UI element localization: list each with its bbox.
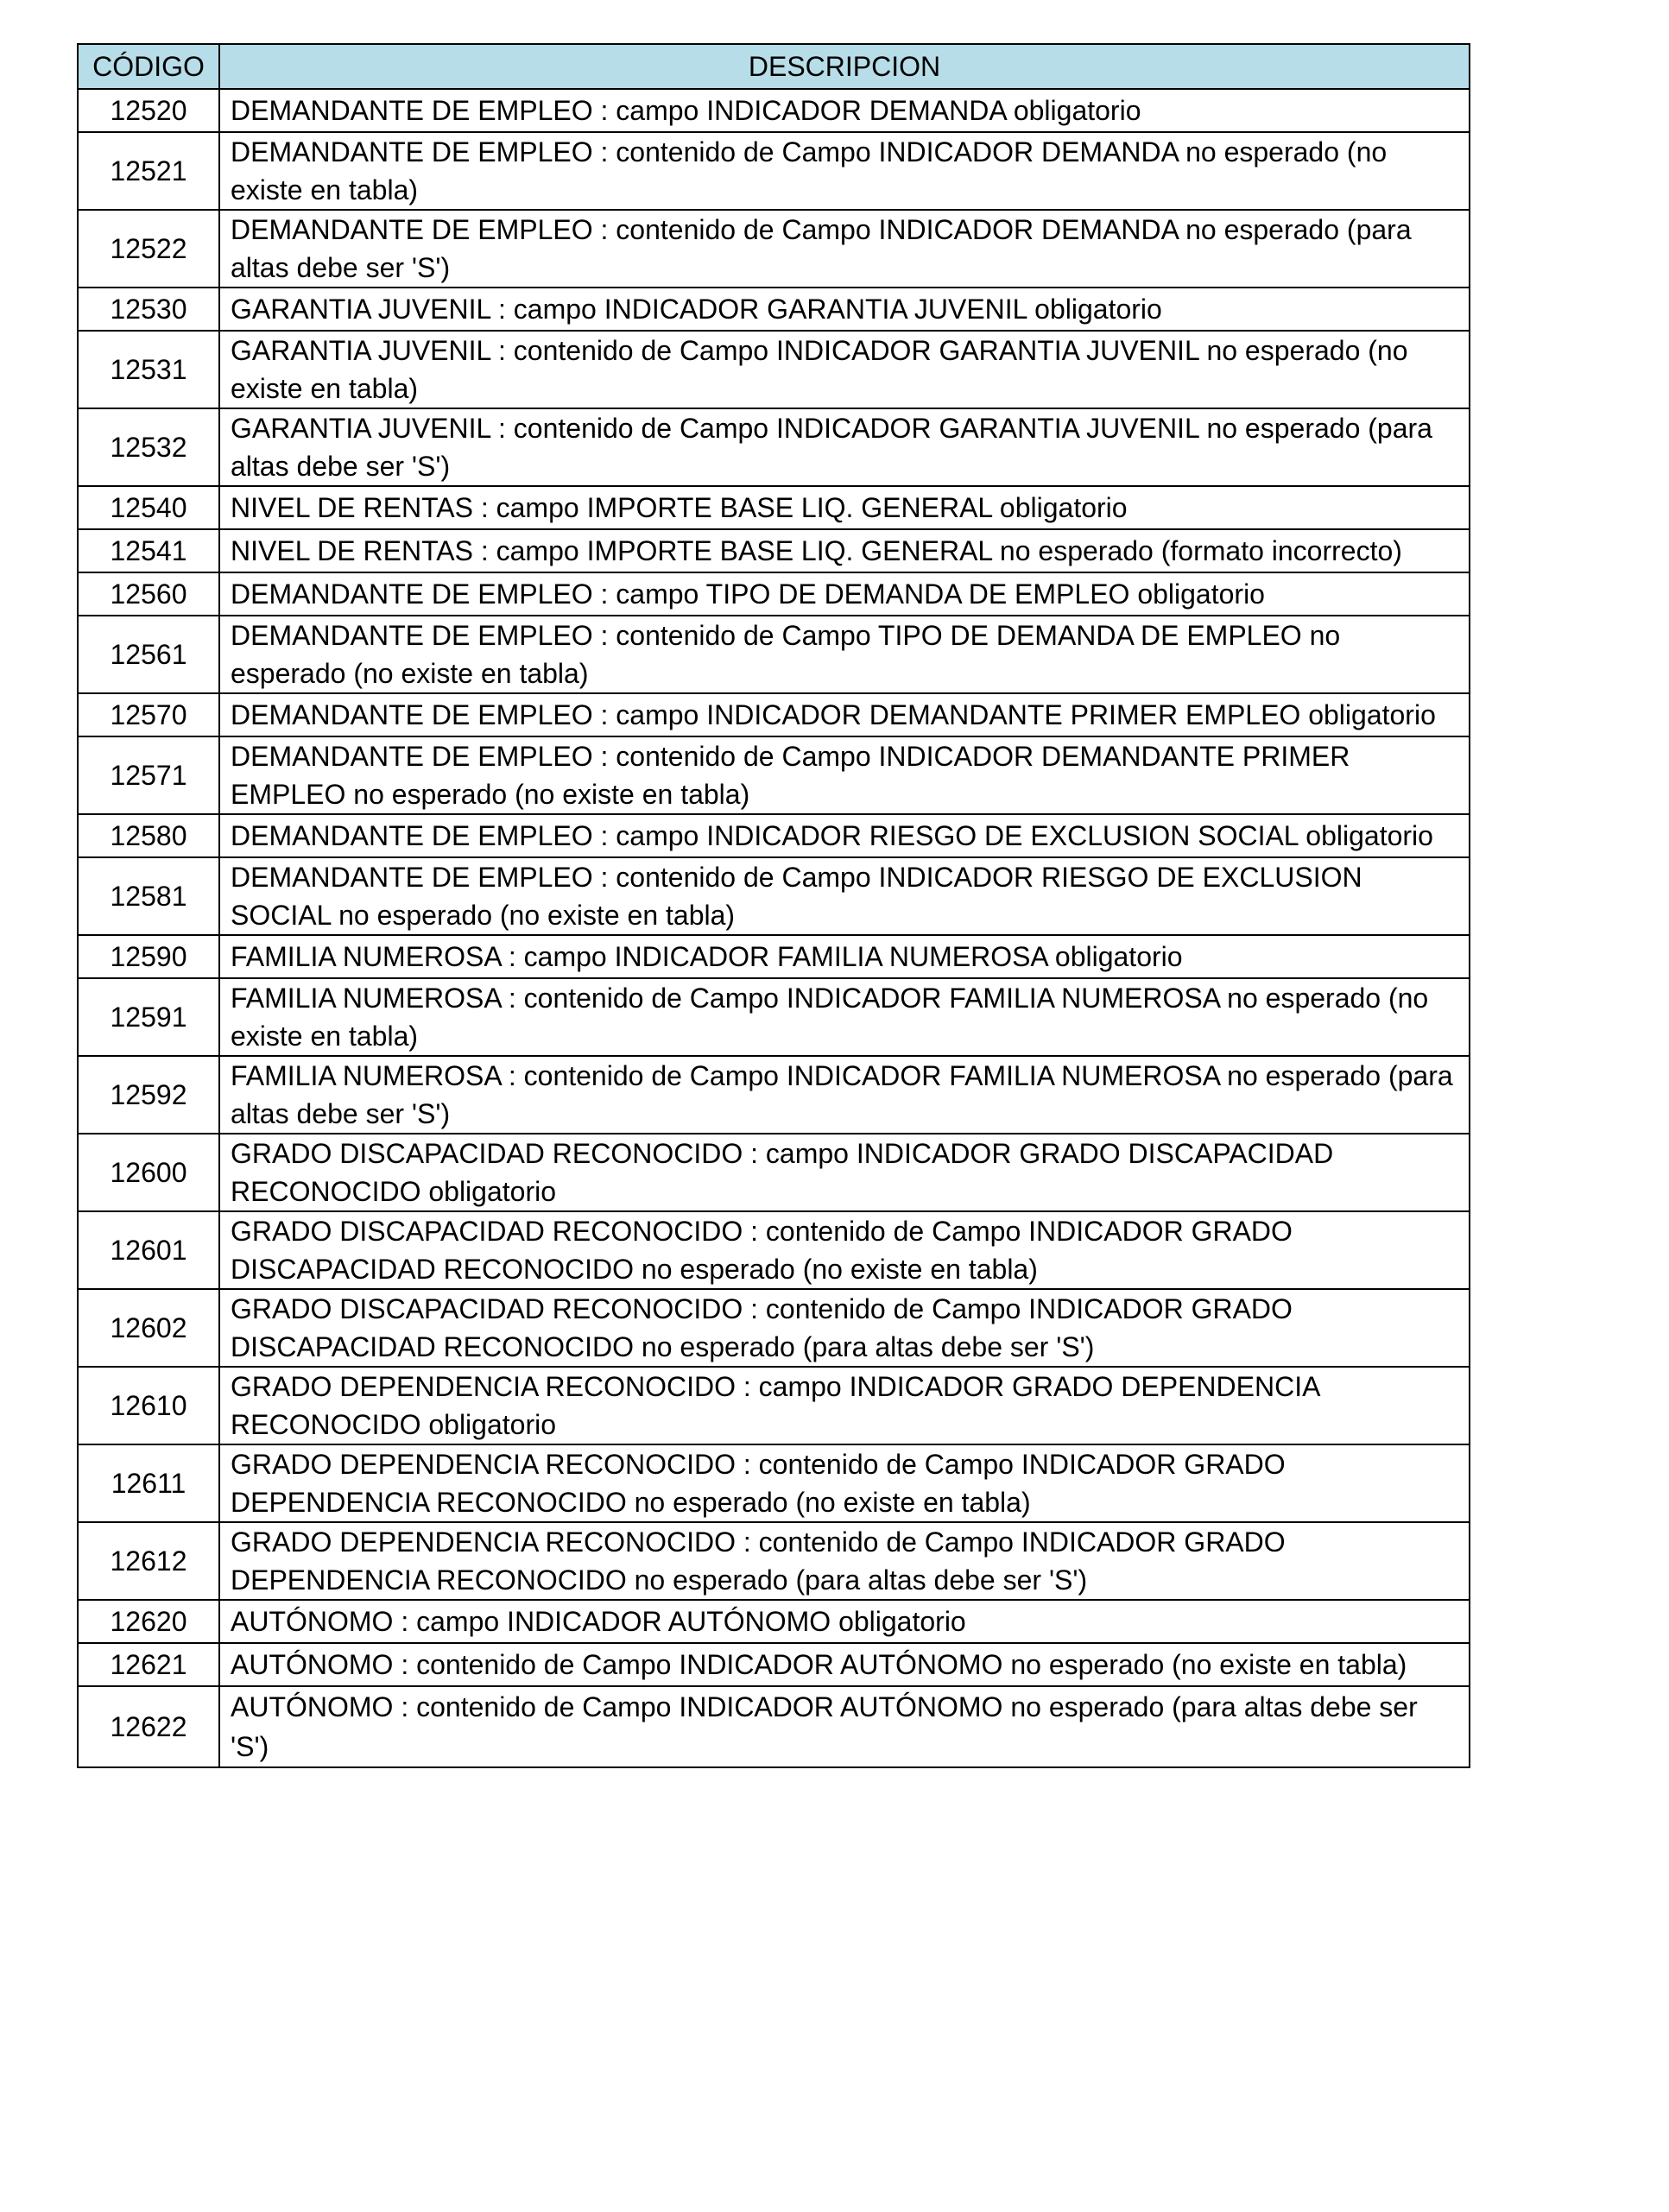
row-description: DEMANDANTE DE EMPLEO : contenido de Campo INDICADOR DEMANDA no esperado (no existe en tabla)	[219, 132, 1470, 210]
row-description: DEMANDANTE DE EMPLEO : contenido de Campo TIPO DE DEMANDA DE EMPLEO no esperado (no existe en tabla)	[219, 616, 1470, 693]
row-description: AUTÓNOMO : contenido de Campo INDICADOR AUTÓNOMO no esperado (no existe en tabla)	[219, 1643, 1470, 1686]
row-code: 12601	[78, 1211, 219, 1289]
table-row	[78, 210, 1470, 288]
row-code: 12532	[78, 408, 219, 486]
table-body	[78, 89, 1470, 1767]
table-row	[78, 1522, 1470, 1600]
row-description: GRADO DISCAPACIDAD RECONOCIDO : contenido de Campo INDICADOR GRADO DISCAPACIDAD RECONOCIDO no esperado (no existe en tabla)	[219, 1211, 1470, 1289]
row-description: NIVEL DE RENTAS : campo IMPORTE BASE LIQ. GENERAL obligatorio	[219, 486, 1470, 529]
row-code: 12540	[78, 486, 219, 529]
table-row	[78, 486, 1470, 529]
row-code: 12610	[78, 1367, 219, 1444]
row-description: DEMANDANTE DE EMPLEO : contenido de Campo INDICADOR DEMANDANTE PRIMER EMPLEO no esperado (no existe en tabla)	[219, 736, 1470, 814]
row-description: GARANTIA JUVENIL : contenido de Campo INDICADOR GARANTIA JUVENIL no esperado (no existe en tabla)	[219, 331, 1470, 408]
header-description: DESCRIPCION	[219, 44, 1470, 89]
row-code: 12560	[78, 572, 219, 616]
row-code: 12520	[78, 89, 219, 132]
row-description: DEMANDANTE DE EMPLEO : contenido de Campo INDICADOR RIESGO DE EXCLUSION SOCIAL no esperado (no existe en tabla)	[219, 857, 1470, 935]
row-description: DEMANDANTE DE EMPLEO : campo INDICADOR DEMANDANTE PRIMER EMPLEO obligatorio	[219, 693, 1470, 736]
row-code: 12531	[78, 331, 219, 408]
row-code: 12622	[78, 1686, 219, 1767]
row-code: 12522	[78, 210, 219, 288]
row-description: AUTÓNOMO : campo INDICADOR AUTÓNOMO obligatorio	[219, 1600, 1470, 1643]
table-row	[78, 1643, 1470, 1686]
table-row	[78, 132, 1470, 210]
row-code: 12620	[78, 1600, 219, 1643]
row-description: DEMANDANTE DE EMPLEO : campo INDICADOR DEMANDA obligatorio	[219, 89, 1470, 132]
row-description: FAMILIA NUMEROSA : campo INDICADOR FAMILIA NUMEROSA obligatorio	[219, 935, 1470, 978]
row-code: 12521	[78, 132, 219, 210]
table-row	[78, 1367, 1470, 1444]
error-codes-table	[77, 43, 1470, 1768]
table-row	[78, 814, 1470, 857]
row-description: DEMANDANTE DE EMPLEO : campo INDICADOR RIESGO DE EXCLUSION SOCIAL obligatorio	[219, 814, 1470, 857]
row-description: GRADO DISCAPACIDAD RECONOCIDO : contenido de Campo INDICADOR GRADO DISCAPACIDAD RECONOCIDO no esperado (para altas debe ser 'S')	[219, 1289, 1470, 1367]
table-row	[78, 736, 1470, 814]
row-code: 12571	[78, 736, 219, 814]
table-row	[78, 616, 1470, 693]
row-code: 12590	[78, 935, 219, 978]
row-code: 12621	[78, 1643, 219, 1686]
row-code: 12592	[78, 1056, 219, 1134]
row-code: 12541	[78, 529, 219, 572]
table-row	[78, 1134, 1470, 1211]
row-description: DEMANDANTE DE EMPLEO : campo TIPO DE DEMANDA DE EMPLEO obligatorio	[219, 572, 1470, 616]
row-code: 12530	[78, 288, 219, 331]
table-row	[78, 693, 1470, 736]
row-description: FAMILIA NUMEROSA : contenido de Campo INDICADOR FAMILIA NUMEROSA no esperado (no existe en tabla)	[219, 978, 1470, 1056]
table-row	[78, 978, 1470, 1056]
row-code: 12591	[78, 978, 219, 1056]
row-description: DEMANDANTE DE EMPLEO : contenido de Campo INDICADOR DEMANDA no esperado (para altas debe ser 'S')	[219, 210, 1470, 288]
row-description: NIVEL DE RENTAS : campo IMPORTE BASE LIQ. GENERAL no esperado (formato incorrecto)	[219, 529, 1470, 572]
table-row	[78, 1686, 1470, 1767]
header-code: CÓDIGO	[78, 44, 219, 89]
table-row	[78, 89, 1470, 132]
table-header-row	[78, 44, 1470, 89]
row-code: 12602	[78, 1289, 219, 1367]
table-row	[78, 1600, 1470, 1643]
row-description: GRADO DEPENDENCIA RECONOCIDO : contenido de Campo INDICADOR GRADO DEPENDENCIA RECONOCIDO no esperado (para altas debe ser 'S')	[219, 1522, 1470, 1600]
table-row	[78, 288, 1470, 331]
row-code: 12570	[78, 693, 219, 736]
table-row	[78, 1211, 1470, 1289]
row-description: GRADO DISCAPACIDAD RECONOCIDO : campo INDICADOR GRADO DISCAPACIDAD RECONOCIDO obligatorio	[219, 1134, 1470, 1211]
row-code: 12580	[78, 814, 219, 857]
row-description: GRADO DEPENDENCIA RECONOCIDO : contenido de Campo INDICADOR GRADO DEPENDENCIA RECONOCIDO no esperado (no existe en tabla)	[219, 1444, 1470, 1522]
row-code: 12612	[78, 1522, 219, 1600]
row-description: GRADO DEPENDENCIA RECONOCIDO : campo INDICADOR GRADO DEPENDENCIA RECONOCIDO obligatorio	[219, 1367, 1470, 1444]
table-row	[78, 1289, 1470, 1367]
row-code: 12611	[78, 1444, 219, 1522]
table-row	[78, 529, 1470, 572]
table-row	[78, 857, 1470, 935]
table-row	[78, 331, 1470, 408]
row-code: 12600	[78, 1134, 219, 1211]
table-row	[78, 1056, 1470, 1134]
row-code: 12561	[78, 616, 219, 693]
table-row	[78, 935, 1470, 978]
row-description: GARANTIA JUVENIL : contenido de Campo INDICADOR GARANTIA JUVENIL no esperado (para altas debe ser 'S')	[219, 408, 1470, 486]
table-row	[78, 1444, 1470, 1522]
row-description: AUTÓNOMO : contenido de Campo INDICADOR AUTÓNOMO no esperado (para altas debe ser 'S')	[219, 1686, 1470, 1767]
row-description: FAMILIA NUMEROSA : contenido de Campo INDICADOR FAMILIA NUMEROSA no esperado (para altas debe ser 'S')	[219, 1056, 1470, 1134]
table-row	[78, 408, 1470, 486]
row-description: GARANTIA JUVENIL : campo INDICADOR GARANTIA JUVENIL obligatorio	[219, 288, 1470, 331]
row-code: 12581	[78, 857, 219, 935]
table-row	[78, 572, 1470, 616]
